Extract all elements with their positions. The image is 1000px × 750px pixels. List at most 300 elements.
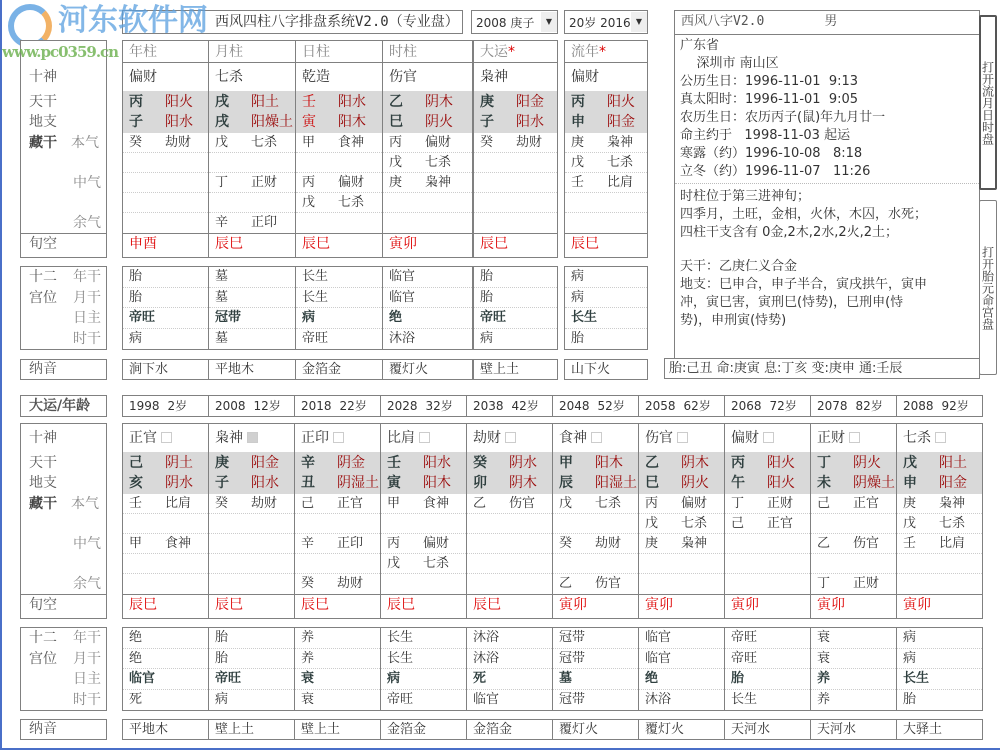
- shishen-text: 正官: [129, 430, 157, 446]
- changsheng-cell: 死: [129, 691, 143, 707]
- pillar-column: [466, 627, 553, 711]
- canggan-shishen: 七杀: [338, 195, 365, 210]
- changsheng-cell: 病: [897, 628, 982, 649]
- canggan-row: [811, 514, 896, 534]
- canggan-stem: 己: [301, 496, 315, 511]
- dayun-age-cell[interactable]: [381, 396, 466, 416]
- canggan-row: [381, 494, 466, 514]
- canggan-row: [383, 193, 472, 213]
- pillar-column: [638, 395, 725, 417]
- tiangan-char: 丙: [129, 94, 143, 110]
- tiangan-attr: 阳木: [595, 455, 623, 471]
- select-checkbox[interactable]: [161, 432, 172, 443]
- canggan-row: [296, 213, 382, 233]
- shishen-cell: [725, 424, 810, 452]
- dayun-year: 2078: [817, 399, 848, 413]
- canggan-row: [209, 554, 294, 574]
- tiangan-attr: 阳火: [607, 94, 635, 110]
- pillar-column: [295, 40, 383, 258]
- pillar-column: [208, 627, 295, 711]
- dayun-age-cell[interactable]: [295, 396, 380, 416]
- canggan-row: [897, 534, 982, 554]
- xunkong-cell: 寅卯: [811, 594, 896, 615]
- canggan-row: [811, 494, 896, 514]
- info-panel: [674, 10, 980, 359]
- canggan-shishen: 食神: [338, 135, 365, 150]
- changsheng-cell: 病: [215, 691, 229, 707]
- canggan-shishen: 正财: [853, 576, 880, 591]
- tiangan-attr: 阴木: [681, 455, 709, 471]
- pillar-column: [294, 395, 381, 417]
- pillar-header-text: 日柱: [302, 44, 330, 60]
- select-checkbox[interactable]: [763, 432, 774, 443]
- dizhi-attr: 阴木: [509, 475, 537, 491]
- canggan-stem: 庚: [645, 536, 659, 551]
- changsheng-cell: 胎: [903, 691, 917, 707]
- pillar-column: [294, 719, 381, 740]
- ganzhi-row: [553, 453, 638, 473]
- shishen-cell: [381, 424, 466, 452]
- changsheng-cell: 衰: [811, 628, 896, 649]
- canggan-row: [123, 554, 208, 574]
- label-row: [21, 267, 106, 288]
- canggan-row: [897, 574, 982, 594]
- canggan-row: [296, 173, 382, 193]
- dayun-age-cell[interactable]: [553, 396, 638, 416]
- dayun-age-cell[interactable]: [725, 396, 810, 416]
- relation-line: 冲，寅巳害，寅刑巳(恃势)，巳刑申(恃: [680, 295, 904, 310]
- dayun-age-cell[interactable]: [811, 396, 896, 416]
- relations-info: [675, 258, 979, 330]
- tiangan-char: 丁: [817, 455, 831, 471]
- canggan-row: [383, 153, 472, 173]
- dayun-age: 12岁: [253, 399, 281, 413]
- pillar-column: [552, 719, 639, 740]
- shishen-cell: [209, 63, 295, 91]
- pillar-header: [383, 41, 472, 63]
- pillar-column: [896, 719, 983, 740]
- label-nayin: [20, 359, 107, 380]
- shishen-text: 正印: [301, 430, 329, 446]
- watermark-text: 河东软件网: [58, 3, 208, 38]
- dizhi-attr: 阴火: [425, 114, 453, 130]
- tiangan-char: 丙: [731, 455, 745, 471]
- ganzhi-cell: [474, 91, 557, 133]
- canggan-row: [467, 494, 552, 514]
- changsheng-cell: 墓: [209, 267, 295, 288]
- label-group: 十二: [29, 269, 57, 285]
- label-tiangan: 天干: [29, 94, 57, 110]
- shishen-cell: [639, 424, 724, 452]
- canggan-row: [295, 574, 380, 594]
- dayun-column: [466, 423, 553, 619]
- pillar-header-text: 大运: [480, 44, 508, 60]
- label-sub: 月干: [73, 289, 101, 306]
- ganzhi-row: [725, 453, 810, 473]
- ganzhi-cell: [467, 452, 552, 494]
- ganzhi-cell: [897, 452, 982, 494]
- shishen-text: 伤官: [389, 69, 417, 85]
- label-sub: 日主: [73, 671, 101, 687]
- canggan-stem: 乙: [817, 536, 831, 551]
- select-checkbox[interactable]: [591, 432, 602, 443]
- changsheng-cell: [725, 669, 810, 690]
- label-tiangan: 天干: [29, 455, 57, 471]
- dayun-select-value: 2008 庚子: [476, 15, 535, 30]
- pillar-column: [380, 627, 467, 711]
- info-line: 真太阳时：1996-11-01 9:05: [680, 92, 859, 107]
- pillar-column: [473, 266, 558, 350]
- ganzhi-cell: [383, 91, 472, 133]
- dizhi-char: 子: [480, 114, 494, 130]
- canggan-shishen: 七杀: [425, 155, 452, 170]
- canggan-row: [383, 213, 472, 233]
- xunkong-cell: 辰巳: [209, 233, 295, 254]
- dayun-select[interactable]: [471, 10, 558, 34]
- canggan-stem: 庚: [389, 175, 403, 190]
- changsheng-cell: [381, 669, 466, 690]
- dayun-column: [294, 423, 381, 619]
- changsheng-rizhu: 胎: [731, 671, 745, 686]
- changsheng-cell: [123, 669, 208, 690]
- nayin-cell: 壁上土: [480, 362, 520, 377]
- canggan-row: [725, 554, 810, 574]
- canggan-row: [381, 514, 466, 534]
- pillar-column: [122, 719, 209, 740]
- ganzhi-row: [897, 453, 982, 473]
- dayun-year: 1998: [129, 399, 160, 413]
- changsheng-cell: 长生: [296, 288, 382, 309]
- canggan-row: [209, 494, 294, 514]
- changsheng-cell: 胎: [571, 330, 585, 346]
- canggan-stem: 甲: [387, 496, 401, 511]
- ganzhi-cell: [811, 452, 896, 494]
- changsheng-cell: 病: [480, 330, 494, 346]
- canggan-stem: 己: [731, 516, 745, 531]
- select-checkbox[interactable]: [505, 432, 516, 443]
- changsheng-cell: 养: [817, 691, 831, 707]
- label-sub: 月干: [73, 650, 101, 667]
- pillar-column: [473, 359, 558, 380]
- shishen-text: 正财: [817, 430, 845, 446]
- nayin-cell: 涧下水: [129, 362, 169, 377]
- pillar-column: [382, 40, 473, 258]
- spacer: [21, 153, 106, 173]
- dayun-age-cell[interactable]: [897, 396, 982, 416]
- canggan-stem: 丁: [817, 576, 831, 591]
- open-liuyue-button[interactable]: 打开流月日时盘: [979, 15, 997, 190]
- canggan-shishen: 伤官: [509, 496, 536, 511]
- pillar-column: [724, 719, 811, 740]
- pillar-column: [810, 395, 897, 417]
- label-zhongqi: 中气: [73, 536, 101, 552]
- changsheng-rizhu: 帝旺: [215, 671, 242, 686]
- changsheng-cell: [296, 308, 382, 329]
- canggan-row: [123, 574, 208, 594]
- changsheng-cell: 沐浴: [645, 691, 672, 707]
- changsheng-rizhu: 墓: [559, 671, 573, 686]
- canggan-row: [209, 534, 294, 554]
- label-changsheng: [20, 266, 107, 350]
- changsheng-cell: 病: [129, 330, 143, 346]
- canggan-row: [811, 554, 896, 574]
- changsheng-cell: 养: [295, 649, 380, 670]
- select-checkbox[interactable]: [849, 432, 860, 443]
- canggan-row: [725, 534, 810, 554]
- canggan-shishen: 劫财: [516, 135, 543, 150]
- canggan-stem: 壬: [571, 175, 585, 190]
- pillar-column: [473, 40, 558, 258]
- chevron-down-icon[interactable]: ▼: [541, 12, 557, 32]
- canggan-shishen: 正印: [337, 536, 364, 551]
- tiangan-char: 戊: [903, 455, 917, 471]
- dizhi-char: 卯: [473, 475, 487, 491]
- info-app-name: 西风八字V2.0: [681, 14, 765, 29]
- analysis-line: 四柱干支含有 0金,2木,2水,2火,2土；: [680, 225, 899, 240]
- canggan-row: [553, 554, 638, 574]
- pillar-column: [382, 359, 473, 380]
- changsheng-cell: [383, 308, 472, 329]
- open-taiyuan-button[interactable]: 打开胎元命宫盘: [979, 200, 997, 375]
- changsheng-cell: 衰: [811, 649, 896, 670]
- pillar-column: [380, 719, 467, 740]
- canggan-stem: 戊: [302, 195, 316, 210]
- changsheng-cell: 病: [897, 649, 982, 670]
- ganzhi-row: [209, 453, 294, 473]
- pillar-column: [564, 40, 648, 258]
- label-canggan: 藏干: [29, 135, 57, 151]
- select-checkbox[interactable]: [247, 432, 258, 443]
- xunkong-cell: 辰巳: [474, 233, 557, 254]
- canggan-shishen: 劫财: [595, 536, 622, 551]
- info-title: [675, 11, 979, 35]
- ganzhi-row: [381, 473, 466, 493]
- dizhi-char: 申: [903, 475, 917, 491]
- canggan-shishen: 正财: [767, 496, 794, 511]
- tiangan-attr: 阳金: [516, 94, 544, 110]
- changsheng-rizhu: 帝旺: [480, 310, 507, 325]
- xunkong-cell: 寅卯: [725, 594, 810, 615]
- dayun-age: 42岁: [511, 399, 539, 413]
- pillar-column: [638, 719, 725, 740]
- canggan-stem: 壬: [903, 536, 917, 551]
- canggan-row: [296, 133, 382, 153]
- dizhi-char: 戌: [215, 114, 229, 130]
- changsheng-cell: 长生: [731, 691, 758, 707]
- canggan-shishen: 七杀: [251, 135, 278, 150]
- canggan-row: [725, 494, 810, 514]
- dayun-age-cell[interactable]: [123, 396, 208, 416]
- dayun-age: 22岁: [339, 399, 367, 413]
- changsheng-rizhu: 绝: [645, 671, 659, 686]
- label-row: [21, 690, 106, 711]
- label-row: [21, 649, 106, 670]
- ganzhi-row: [467, 473, 552, 493]
- canggan-row: [897, 494, 982, 514]
- nayin-cell: 覆灯火: [645, 722, 685, 737]
- ganzhi-cell: [123, 452, 208, 494]
- label-nayin-text: 纳音: [29, 361, 57, 377]
- tiangan-attr: 阳土: [251, 94, 279, 110]
- canggan-stem: 丁: [731, 496, 745, 511]
- pillar-header: [296, 41, 382, 63]
- dayun-age: 92岁: [941, 399, 969, 413]
- changsheng-cell: 临官: [473, 691, 500, 707]
- canggan-stem: 丙: [302, 175, 316, 190]
- canggan-shishen: 劫财: [251, 496, 278, 511]
- changsheng-cell: 沐浴: [389, 330, 416, 346]
- pillar-header-text: 时柱: [389, 44, 417, 60]
- changsheng-cell: 胎: [474, 288, 557, 309]
- pillar-header: [474, 41, 557, 63]
- ganzhi-row: [381, 453, 466, 473]
- changsheng-cell: [209, 669, 294, 690]
- ganzhi-row: [209, 92, 295, 112]
- ganzhi-row: [639, 473, 724, 493]
- dayun-year: 2068: [731, 399, 762, 413]
- dayun-year: 2048: [559, 399, 590, 413]
- pillar-header: [123, 41, 208, 63]
- canggan-shishen: 正官: [767, 516, 794, 531]
- dayun-year: 2058: [645, 399, 676, 413]
- ganzhi-row: [123, 92, 208, 112]
- canggan-stem: 乙: [473, 496, 487, 511]
- canggan-stem: 戊: [645, 516, 659, 531]
- ganzhi-row: [725, 473, 810, 493]
- canggan-stem: 癸: [129, 135, 143, 150]
- chevron-down-icon[interactable]: ▼: [631, 12, 647, 32]
- canggan-stem: 庚: [903, 496, 917, 511]
- nayin-cell: 覆灯火: [559, 722, 599, 737]
- changsheng-cell: [897, 669, 982, 690]
- label-zhongqi: 中气: [73, 175, 101, 191]
- pillar-column: [208, 359, 296, 380]
- select-checkbox[interactable]: [419, 432, 430, 443]
- pillar-header: [565, 41, 647, 63]
- nayin-cell: 平地木: [129, 722, 169, 737]
- pillar-column: [122, 40, 209, 258]
- pillar-column: [896, 627, 983, 711]
- canggan-stem: 壬: [129, 496, 143, 511]
- label-group: 十二: [29, 630, 57, 646]
- tiangan-char: 戌: [215, 94, 229, 110]
- changsheng-rizhu: 冠带: [215, 310, 242, 325]
- changsheng-cell: [553, 669, 638, 690]
- dizhi-attr: 阳木: [338, 114, 366, 130]
- xunkong-cell: 辰巳: [467, 594, 552, 615]
- dayun-age-cell[interactable]: [639, 396, 724, 416]
- label-sub: 年干: [73, 269, 101, 285]
- dizhi-char: 巳: [645, 475, 659, 491]
- ganzhi-cell: [565, 91, 647, 133]
- canggan-row: [565, 213, 647, 233]
- changsheng-rizhu: 长生: [571, 310, 598, 325]
- canggan-row: [123, 133, 208, 153]
- dayun-column: [638, 423, 725, 619]
- changsheng-cell: 长生: [296, 267, 382, 288]
- tiangan-attr: 阳水: [423, 455, 451, 471]
- pillar-column: [122, 627, 209, 711]
- canggan-row: [209, 514, 294, 534]
- changsheng-cell: 冠带: [559, 691, 586, 707]
- changsheng-cell: 长生: [381, 628, 466, 649]
- spacer: [21, 554, 106, 574]
- shishen-text: 伤官: [645, 430, 673, 446]
- canggan-row: [553, 514, 638, 534]
- ganzhi-row: [295, 453, 380, 473]
- dizhi-attr: 阳火: [767, 475, 795, 491]
- dayun-column: [380, 423, 467, 619]
- shishen-cell: [123, 424, 208, 452]
- select-checkbox[interactable]: [333, 432, 344, 443]
- dizhi-attr: 阴湿土: [337, 475, 379, 491]
- dizhi-attr: 阳湿土: [595, 475, 637, 491]
- label-group: 宫位: [29, 650, 57, 667]
- select-checkbox[interactable]: [935, 432, 946, 443]
- canggan-row: [565, 133, 647, 153]
- canggan-shishen: 伤官: [595, 576, 622, 591]
- ganzhi-row: [474, 92, 557, 112]
- canggan-row: [811, 534, 896, 554]
- tiangan-attr: 阴水: [509, 455, 537, 471]
- shishen-cell: [811, 424, 896, 452]
- canggan-row: [295, 494, 380, 514]
- shishen-cell: [383, 63, 472, 91]
- dizhi-char: 巳: [389, 114, 403, 130]
- shishen-text: 乾造: [302, 69, 330, 85]
- label-nayin: [20, 719, 107, 740]
- dayun-age-cell[interactable]: [209, 396, 294, 416]
- changsheng-cell: 墓: [215, 330, 229, 346]
- changsheng-cell: 帝旺: [387, 691, 414, 707]
- nayin-cell: 山下火: [571, 362, 611, 377]
- changsheng-cell: 帝旺: [725, 628, 810, 649]
- label-canggan-row: [21, 133, 106, 153]
- changsheng-cell: [639, 669, 724, 690]
- canggan-stem: 丁: [215, 175, 229, 190]
- canggan-row: [296, 153, 382, 173]
- nayin-cell: 大驿土: [903, 722, 943, 737]
- select-checkbox[interactable]: [677, 432, 688, 443]
- required-star: *: [599, 44, 606, 60]
- canggan-stem: 戊: [389, 155, 403, 170]
- dayun-age-cell[interactable]: [467, 396, 552, 416]
- canggan-row: [123, 153, 208, 173]
- canggan-row: [467, 574, 552, 594]
- canggan-stem: 戊: [903, 516, 917, 531]
- dizhi-char: 未: [817, 475, 831, 491]
- changsheng-cell: 长生: [381, 649, 466, 670]
- changsheng-cell: 胎: [209, 649, 294, 670]
- label-canggan-row: [21, 494, 106, 514]
- xunkong-cell: 辰巳: [123, 594, 208, 615]
- shishen-cell: [467, 424, 552, 452]
- canggan-stem: 癸: [301, 576, 315, 591]
- changsheng-cell: 帝旺: [725, 649, 810, 670]
- tiangan-char: 辛: [301, 455, 315, 471]
- canggan-row: [639, 534, 724, 554]
- tiangan-attr: 阳火: [767, 455, 795, 471]
- nayin-cell: 覆灯火: [389, 362, 429, 377]
- ganzhi-row: [811, 453, 896, 473]
- ganzhi-cell: [209, 452, 294, 494]
- tiangan-char: 甲: [559, 455, 573, 471]
- label-row: [21, 288, 106, 309]
- canggan-row: [565, 173, 647, 193]
- liunian-select[interactable]: [564, 10, 648, 34]
- changsheng-cell: 胎: [123, 288, 208, 309]
- ganzhi-row: [474, 112, 557, 132]
